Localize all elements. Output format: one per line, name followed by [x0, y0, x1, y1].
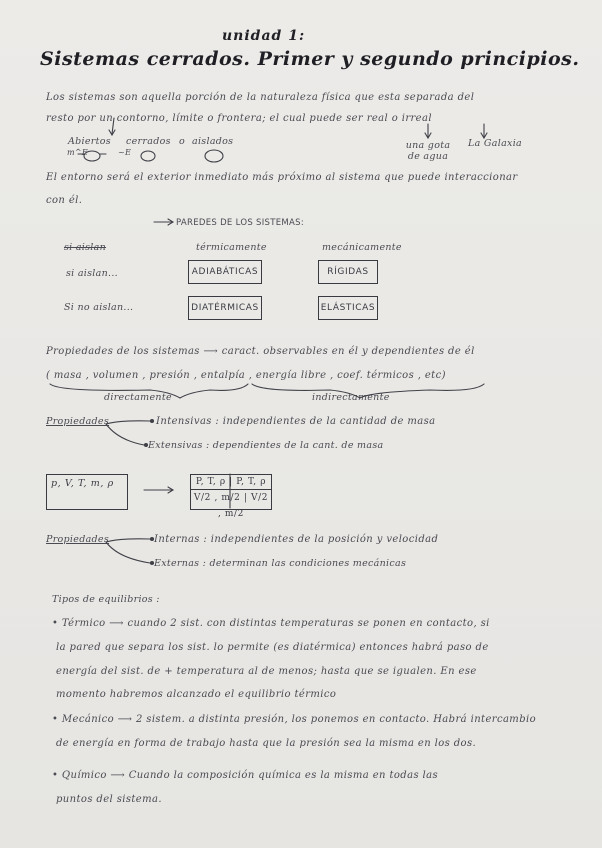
walls-row-no-aislan: Si no aislan... — [64, 302, 134, 313]
cerrados-label: cerrados — [126, 136, 171, 147]
intensivas-line: Intensivas : independientes de la cantidad de masa — [156, 416, 436, 427]
walls-col-mecanicamente: mecánicamente — [322, 242, 402, 253]
bullet-externas-icon — [151, 562, 154, 565]
properties-line-2: ( masa , volumen , presión , entalpía , energía libre , coef. térmicos , etc) — [46, 370, 446, 381]
termico-line-3: energía del sist. de + temperatura al de menos; hasta que se igualen. En ese — [56, 666, 477, 677]
termico-line-1: • Térmico ⟶ cuando 2 sist. con distintas temperaturas se ponen en contacto, si — [52, 618, 490, 629]
elasticas-box: ELÁSTICAS — [318, 296, 378, 320]
brace-indirectamente-icon — [252, 384, 484, 398]
example-irreal: La Galaxia — [468, 138, 523, 149]
branch-extensivas-icon — [106, 424, 144, 445]
rigidas-box: RÍGIDAS — [318, 260, 378, 284]
adiabaticas-box: ADIABÁTICAS — [188, 260, 262, 284]
intro-line-2: resto por un contorno, límite o frontera; el cual puede ser real o irreal — [46, 113, 432, 124]
properties-label-2: Propiedades — [46, 534, 110, 545]
bullet-intensivas-icon — [151, 420, 154, 423]
quimico-line-1: • Químico ⟶ Cuando la composición química es la misma en todas las — [52, 770, 439, 781]
equilibrium-header: Tipos de equilibrios : — [52, 594, 160, 605]
walls-col-aislan: si aislan — [64, 242, 107, 253]
isolated-system-circle-icon — [205, 150, 223, 162]
page-title: Sistemas cerrados. Primer y segundo principios. — [40, 48, 580, 70]
extensivas-line: Extensivas : dependientes de la cant. de masa — [148, 440, 384, 451]
open-system-circle-icon — [84, 151, 100, 161]
properties-box-left: p, V, T, m, ρ — [46, 474, 128, 510]
cerrados-subscript: ~E — [118, 148, 132, 157]
closed-system-circle-icon — [141, 151, 155, 161]
box-right-bottom: V/2 , m/2 | V/2 , m/2 — [193, 493, 269, 519]
unit-heading: unidad 1: — [222, 28, 306, 44]
properties-label: Propiedades — [46, 416, 110, 427]
termico-line-2: la pared que separa los sist. lo permite (es diatérmica) entonces habrá paso de — [56, 642, 489, 653]
abiertos-label: Abiertos — [68, 136, 111, 147]
aislados-label: aislados — [192, 136, 234, 147]
bullet-internas-icon — [151, 538, 154, 541]
walls-row-aislan: si aislan... — [66, 268, 118, 279]
externas-line: Externas : determinan las condiciones mecánicas — [154, 558, 407, 569]
branch-intensivas-icon — [106, 421, 150, 424]
diatermicas-box: DIATÉRMICAS — [188, 296, 262, 320]
mecanico-line-2: de energía en forma de trabajo hasta que la presión sea la misma en los dos. — [56, 738, 477, 749]
bullet-extensivas-icon — [145, 444, 148, 447]
termico-line-4: momento habremos alcanzado el equilibrio térmico — [56, 689, 337, 700]
title-underline-icon — [40, 71, 470, 72]
properties-indirectamente: indirectamente — [312, 392, 390, 403]
intro-line-3: El entorno será el exterior inmediato más próximo al sistema que puede interaccionar — [46, 172, 518, 183]
branch-externas-icon — [106, 542, 150, 563]
intro-line-4: con él. — [46, 195, 83, 206]
internas-line: Internas : independientes de la posición y velocidad — [154, 534, 439, 545]
mecanico-line-1: • Mecánico ⟶ 2 sistem. a distinta presión, los ponemos en contacto. Habrá intercambio — [52, 714, 537, 725]
abiertos-subscript: m^E — [67, 148, 89, 157]
walls-col-termicamente: térmicamente — [196, 242, 267, 253]
o-label: o — [179, 136, 186, 147]
intro-line-1: Los sistemas son aquella porción de la naturaleza física que esta separada del — [46, 92, 475, 103]
properties-directamente: directamente — [104, 392, 172, 403]
box-right-top: P, T, ρ | P, T, ρ — [191, 475, 271, 490]
properties-line-1: Propiedades de los sistemas ⟶ caract. observables en él y dependientes de él — [46, 346, 475, 357]
example-real: una gota de agua — [405, 140, 451, 162]
quimico-line-2: puntos del sistema. — [56, 794, 162, 805]
branch-internas-icon — [106, 539, 150, 542]
walls-header: PAREDES DE LOS SISTEMAS: — [176, 218, 304, 228]
brace-directamente-icon — [50, 384, 248, 398]
